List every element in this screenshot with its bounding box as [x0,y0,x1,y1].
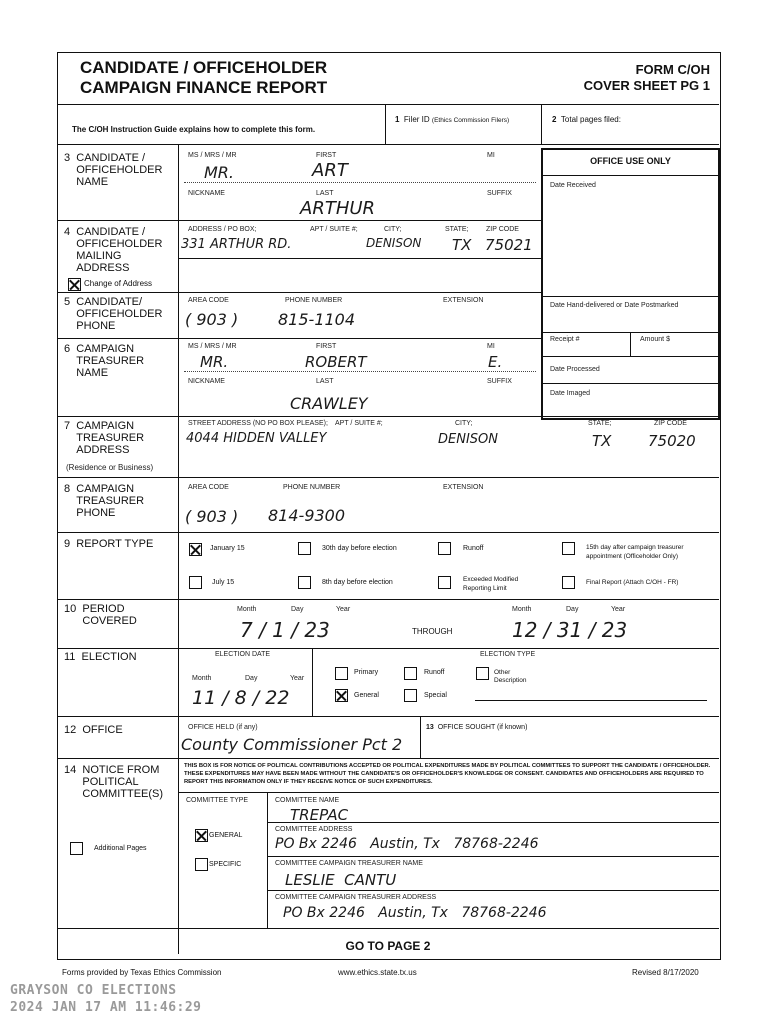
s7-sub-label: (Residence or Business) [66,463,154,472]
report-15day-checkbox[interactable] [562,542,575,555]
s6-suffix-label: SUFFIX [487,378,512,385]
section-11-label: 11 ELECTION [64,651,137,663]
section-4-label: 4 CANDIDATE / OFFICEHOLDER MAILING ADDRESS [64,226,163,274]
page-title: CANDIDATE / OFFICEHOLDER CAMPAIGN FINANCE REPORT [80,58,328,97]
s8-phone-value[interactable]: 814-9300 [268,506,346,525]
footer-provided: Forms provided by Texas Ethics Commission [62,968,222,977]
election-runoff-label: Runoff [424,669,445,676]
report-15day-label: 15th day after campaign treasurer appointment (Officeholder Only) [586,544,684,560]
section-13-label: 13 OFFICE SOUGHT (if known) [426,724,528,731]
period-from-month-label: Month [237,606,257,613]
section-6-label: 6 CAMPAIGN TREASURER NAME [64,343,145,379]
s6-last-label: LAST [316,378,334,385]
section-5-label: 5 CANDIDATE/ OFFICEHOLDER PHONE [64,296,163,332]
committee-general-checkbox[interactable] [195,829,208,842]
date-processed-label: Date Processed [550,366,600,373]
election-primary-checkbox[interactable] [335,667,348,680]
s6-mi-value[interactable]: E. [488,353,503,371]
s7-zip-label: ZIP CODE [654,420,687,427]
office-use-title: OFFICE USE ONLY [590,156,671,166]
received-stamp: GRAYSON CO ELECTIONS 2024 JAN 17 AM 11:46:29 [10,983,202,1015]
report-exceeded-label: Exceeded Modified Reporting Limit [463,576,519,592]
election-general-label: General [354,692,379,699]
committee-name-value[interactable]: TREPAC [290,806,349,824]
election-other-label: Other Description [494,669,527,684]
s8-area-value[interactable]: ( 903 ) [185,507,239,526]
s3-last-label: LAST [316,190,334,197]
s7-street-label: STREET ADDRESS (NO PO BOX PLEASE); [188,420,328,427]
period-from-value[interactable]: 7 / 1 / 23 [240,618,330,642]
s5-phone-label: PHONE NUMBER [285,297,343,304]
committee-treasurer-name-label: COMMITTEE CAMPAIGN TREASURER NAME [275,860,423,867]
section-9-label: 9 REPORT TYPE [64,538,154,550]
report-runoff-label: Runoff [463,545,484,552]
committee-name-label: COMMITTEE NAME [275,797,340,804]
section-12-label: 12 OFFICE [64,724,123,736]
s4-apt-label: APT / SUITE #; [310,226,358,233]
go-to-page-2: GO TO PAGE 2 [345,939,431,953]
committee-specific-label: SPECIFIC [209,861,242,868]
s8-phone-label: PHONE NUMBER [283,484,341,491]
s4-zip-label: ZIP CODE [486,226,519,233]
s4-zip-value[interactable]: 75021 [485,236,533,254]
change-of-address-checkbox[interactable] [68,278,81,291]
s4-addr-value[interactable]: 331 ARTHUR RD. [181,237,292,252]
election-date-value[interactable]: 11 / 8 / 22 [192,687,290,709]
filer-id-label: 1 Filer ID (Ethics Commission Filers) [395,115,510,124]
s6-last-value[interactable]: CRAWLEY [290,394,368,413]
s8-ext-label: EXTENSION [443,484,484,491]
s7-zip-value[interactable]: 75020 [648,432,696,450]
notice-text: THIS BOX IS FOR NOTICE OF POLITICAL CONTRIBUTIONS ACCEPTED OR POLITICAL EXPENDITURES MADE BY POLITICAL COMMITTEES TO SUPPORT THE CANDIDATE / OFFICEHOLDER. THESE EXPENDITURES MAY HAVE BEEN MADE WITHOUT THE CANDIDATE'S OR OFFICEHOLDER'S KNOWLEDGE OR CONSENT. CANDIDATES AND OFFICEHOLDERS ARE REQUIRED TO REPORT THIS INFORMATION ONLY IF THEY RECEIVE NOTICE OF SUCH EXPENDITURES. [184,763,711,785]
s6-mi-label: MI [487,343,495,350]
s5-phone-value[interactable]: 815-1104 [278,310,356,329]
s7-city-value[interactable]: DENISON [438,432,498,447]
additional-pages-checkbox[interactable] [70,842,83,855]
committee-treasurer-address-value[interactable]: PO Bx 2246 Austin, Tx 78768-2246 [283,905,547,921]
committee-address-value[interactable]: PO Bx 2246 Austin, Tx 78768-2246 [275,836,539,852]
instruction-text: The C/OH Instruction Guide explains how to complete this form. [72,125,316,134]
footer-revised: Revised 8/17/2020 [632,968,699,977]
total-pages-label: 2 Total pages filed: [552,115,621,124]
form-number: FORM C/OH COVER SHEET PG 1 [583,62,710,93]
date-imaged-label: Date Imaged [550,390,591,397]
report-30day-label: 30th day before election [322,545,397,552]
election-date-label: ELECTION DATE [215,651,271,658]
section-14-label: 14 NOTICE FROM POLITICAL COMMITTEE(S) [64,764,164,800]
committee-general-label: GENERAL [209,832,243,839]
report-final-checkbox[interactable] [562,576,575,589]
s6-title-label: MS / MRS / MR [188,343,237,350]
receipt-label: Receipt # [550,336,580,343]
date-hand-label: Date Hand-delivered or Date Postmarked [550,302,679,309]
s4-state-label: STATE; [445,226,469,233]
s5-ext-label: EXTENSION [443,297,484,304]
election-other-checkbox[interactable] [476,667,489,680]
report-final-label: Final Report (Attach C/OH - FR) [586,579,679,586]
report-runoff-checkbox[interactable] [438,542,451,555]
footer-url[interactable]: www.ethics.state.tx.us [338,968,417,977]
period-from-day-label: Day [291,606,304,613]
date-received-label: Date Received [550,182,596,189]
period-from-year-label: Year [336,606,351,613]
period-to-month-label: Month [512,606,532,613]
s6-nick-label: NICKNAME [188,378,225,385]
s7-street-value[interactable]: 4044 HIDDEN VALLEY [186,431,327,446]
section-8-label: 8 CAMPAIGN TREASURER PHONE [64,483,145,519]
report-8day-label: 8th day before election [322,579,393,586]
section-10-label: 10 PERIOD COVERED [64,603,137,627]
s3-suffix-label: SUFFIX [487,190,512,197]
s6-title-value[interactable]: MR. [200,353,229,371]
office-held-value[interactable]: County Commissioner Pct 2 [181,735,403,754]
s4-city-label: CITY; [384,226,402,233]
election-day-label: Day [245,675,258,682]
election-month-label: Month [192,675,212,682]
report-exceeded-checkbox[interactable] [438,576,451,589]
s3-first-label: FIRST [316,152,337,159]
s7-state-label: STATE; [588,420,612,427]
election-primary-label: Primary [354,669,379,676]
election-general-checkbox[interactable] [335,689,348,702]
committee-specific-checkbox[interactable] [195,858,208,871]
report-jan15-label: January 15 [210,545,245,552]
s4-addr-label: ADDRESS / PO BOX; [188,226,257,233]
s3-nick-label: NICKNAME [188,190,225,197]
election-special-label: Special [424,692,447,699]
office-held-label: OFFICE HELD (if any) [188,724,258,731]
additional-pages-label: Additional Pages [94,845,147,852]
period-to-value[interactable]: 12 / 31 / 23 [512,618,628,642]
s7-state-value[interactable]: TX [592,432,612,450]
s4-state-value[interactable]: TX [452,236,472,254]
s8-area-label: AREA CODE [188,484,229,491]
s7-apt-label: APT / SUITE #; [335,420,383,427]
election-type-label: ELECTION TYPE [480,651,536,658]
amount-label: Amount $ [640,336,670,343]
election-runoff-checkbox[interactable] [404,667,417,680]
report-jul15-checkbox[interactable] [189,576,202,589]
election-special-checkbox[interactable] [404,689,417,702]
report-30day-checkbox[interactable] [298,542,311,555]
s3-mi-label: MI [487,152,495,159]
s5-area-value[interactable]: ( 903 ) [185,310,239,329]
s4-city-value[interactable]: DENISON [366,236,422,250]
committee-treasurer-name-value[interactable]: LESLIE CANTU [285,871,397,889]
period-to-year-label: Year [611,606,626,613]
period-to-day-label: Day [566,606,579,613]
s6-first-label: FIRST [316,343,337,350]
s7-city-label: CITY; [455,420,473,427]
section-3-label: 3 CANDIDATE / OFFICEHOLDER NAME [64,152,163,188]
s6-first-value[interactable]: ROBERT [305,353,367,371]
section-7-label: 7 CAMPAIGN TREASURER ADDRESS [64,420,145,456]
s3-last-value[interactable]: ARTHUR [300,198,376,219]
committee-treasurer-address-label: COMMITTEE CAMPAIGN TREASURER ADDRESS [275,894,437,901]
period-through-label: THROUGH [412,627,453,636]
report-jul15-label: July 15 [212,579,235,586]
committee-address-label: COMMITTEE ADDRESS [275,826,353,833]
report-jan15-checkbox[interactable] [189,543,202,556]
s3-title-label: MS / MRS / MR [188,152,237,159]
report-8day-checkbox[interactable] [298,576,311,589]
election-year-label: Year [290,675,305,682]
committee-type-label: COMMITTEE TYPE [186,797,249,804]
s3-title-value[interactable]: MR. [204,163,235,182]
change-of-address-label: Change of Address [84,279,153,288]
s5-area-label: AREA CODE [188,297,229,304]
s3-first-value[interactable]: ART [312,160,348,181]
